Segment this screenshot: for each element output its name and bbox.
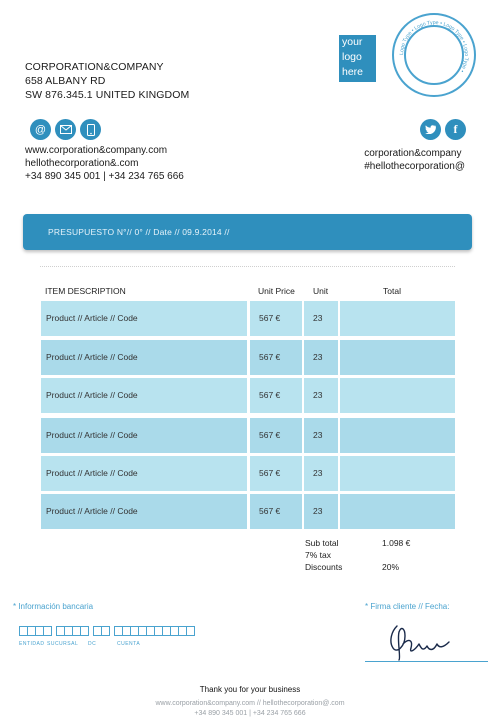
cell-unit-price: 567 € [250, 301, 302, 336]
phone-icon [80, 119, 101, 140]
social-block [364, 147, 465, 173]
at-icon: @ [30, 119, 51, 140]
cell-description: Product // Article // Code [41, 340, 247, 375]
table-row [41, 418, 455, 453]
cell-description: Product // Article // Code [41, 301, 247, 336]
tax-label: 7% tax [305, 550, 331, 560]
footer-phones: +34 890 345 001 | +34 234 765 666 [194, 710, 306, 717]
table-row [41, 456, 455, 491]
discounts-value: 20% [382, 562, 400, 572]
company-block [25, 60, 189, 102]
cell-description: Product // Article // Code [41, 418, 247, 453]
table-row [41, 340, 455, 375]
mail-icon [55, 119, 76, 140]
dc-caption: DC [88, 641, 97, 647]
totals-labels [305, 537, 342, 573]
company-address: 658 ALBANY RD [25, 75, 106, 87]
cell-total [340, 378, 455, 413]
cell-unit: 23 [304, 418, 338, 453]
cell-unit-price: 567 € [250, 418, 302, 453]
social-hashtag[interactable]: #hellothecorporation@ [364, 161, 465, 172]
cell-total [340, 340, 455, 375]
logo-line-2: logo [342, 51, 362, 63]
social-handle[interactable]: corporation&company [364, 148, 462, 159]
facebook-icon[interactable]: f [445, 119, 466, 140]
dc-boxes[interactable] [93, 626, 109, 636]
discounts-label: Discounts [305, 562, 343, 572]
website-link[interactable]: www.corporation&company.com [25, 145, 168, 156]
cell-unit-price: 567 € [250, 340, 302, 375]
table-row [41, 494, 455, 529]
cell-description: Product // Article // Code [41, 494, 247, 529]
logo-placeholder [339, 35, 376, 82]
signature-line [365, 661, 488, 662]
contact-details [25, 144, 184, 183]
header-unit-price: Unit Price [258, 286, 295, 296]
signature-label: * Firma cliente // Fecha: [365, 602, 450, 611]
table-row [41, 378, 455, 413]
totals-values [382, 537, 410, 573]
bank-account-boxes [19, 626, 194, 636]
cell-total [340, 456, 455, 491]
table-row [41, 301, 455, 336]
divider [40, 266, 455, 267]
stamp-ring-text [394, 15, 474, 95]
contact-icons [30, 119, 101, 140]
branch-caption: SUCURSAL [47, 641, 79, 647]
cell-unit-price: 567 € [250, 456, 302, 491]
phone-numbers: +34 890 345 001 | +34 234 765 666 [25, 171, 184, 182]
header-total: Total [383, 286, 401, 296]
stamp-text: Logo Type • Logo Type • Logo Type • Logo Type • [398, 19, 470, 74]
quote-banner: PRESUPUESTO N°// 0° // Date // 09.9.2014 // [23, 214, 472, 250]
subtotal-label: Sub total [305, 538, 339, 548]
logo-line-3: here [342, 66, 364, 78]
logo-stamp [392, 13, 476, 97]
twitter-icon[interactable] [420, 119, 441, 140]
cell-total [340, 301, 455, 336]
cell-total [340, 418, 455, 453]
email-link[interactable]: hellothecorporation&.com [25, 158, 139, 169]
footer-thanks: Thank you for your business [199, 685, 301, 694]
cell-unit: 23 [304, 301, 338, 336]
cell-unit: 23 [304, 378, 338, 413]
cell-unit: 23 [304, 340, 338, 375]
entity-caption: ENTIDAD [19, 641, 45, 647]
account-caption: CUENTA [117, 641, 141, 647]
handwritten-signature [383, 618, 453, 662]
header-description: ITEM DESCRIPTION [45, 286, 126, 296]
social-icons [420, 119, 466, 140]
cell-unit-price: 567 € [250, 378, 302, 413]
svg-text:Logo Type • Logo Type • Logo T [399, 20, 469, 73]
cell-total [340, 494, 455, 529]
logo-line-1: your [342, 36, 363, 48]
company-city: SW 876.345.1 UNITED KINGDOM [25, 89, 190, 101]
entity-boxes[interactable] [19, 626, 51, 636]
subtotal-value: 1.098 € [382, 538, 411, 548]
branch-boxes[interactable] [56, 626, 88, 636]
cell-description: Product // Article // Code [41, 378, 247, 413]
cell-unit-price: 567 € [250, 494, 302, 529]
cell-description: Product // Article // Code [41, 456, 247, 491]
footer-web: www.corporation&company.com // hellothecorporation@.com [155, 700, 345, 707]
cell-unit: 23 [304, 494, 338, 529]
account-boxes[interactable] [114, 626, 194, 636]
tax-value [382, 549, 410, 561]
header-unit: Unit [313, 286, 329, 296]
company-name: CORPORATION&COMPANY [25, 61, 164, 73]
bank-info-label: * Información bancaria [13, 602, 94, 611]
cell-unit: 23 [304, 456, 338, 491]
